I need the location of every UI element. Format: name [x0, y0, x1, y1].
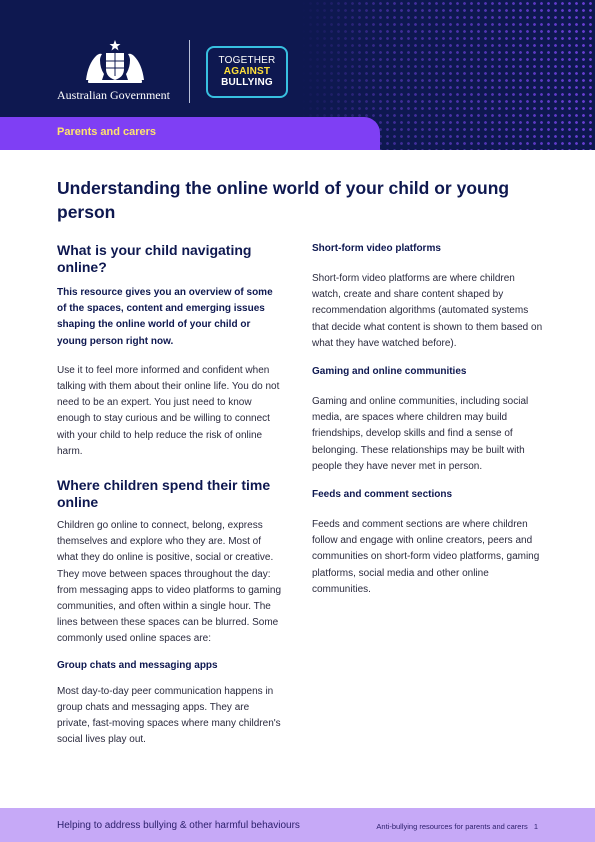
logo-divider — [189, 40, 190, 103]
left-column — [57, 242, 283, 748]
page-header — [0, 0, 595, 150]
logo-line-3: BULLYING — [221, 77, 273, 88]
logo-line-1: TOGETHER — [218, 55, 276, 66]
subheading-gaming: Gaming and online communities — [312, 366, 467, 378]
intro-lead-paragraph: This resource gives you an overview of some of the spaces, content and emerging issues shaping the online world of your child or young person right now. — [57, 287, 273, 347]
coat-of-arms-icon — [82, 40, 148, 84]
audience-banner — [0, 117, 380, 150]
subheading-feeds: Feeds and comment sections — [312, 489, 453, 501]
intro-body-paragraph: Use it to feel more informed and confident when talking with them about their online life. You do not need to be an expert. You just need to know enough to stay curious and be willing to connect with your child to help reduce the risk of online harm. — [57, 364, 280, 457]
gaming-paragraph: Gaming and online communities, including social media, are spaces where children may build friendships, develop skills and find a sense of belonging. These relationships may be built with people they have never met in person. — [312, 396, 529, 472]
section-heading-where-children: Where children spend their time online — [57, 477, 271, 511]
document-title: Understanding the online world of your child or young person — [57, 178, 510, 222]
footer-resource-title: Anti-bullying resources for parents and carers — [376, 822, 528, 831]
footer-tagline: Helping to address bullying & other harmful behaviours — [57, 820, 300, 831]
right-column — [312, 242, 544, 598]
page-footer — [0, 808, 595, 842]
page-number: 1 — [533, 822, 538, 831]
short-form-video-paragraph: Short-form video platforms are where children watch, create and share content shaped by recommendation algorithms (automated systems that decide what content is shown to them based on what they have watched before). — [312, 273, 543, 349]
government-name: Australian Government — [57, 88, 170, 102]
logo-line-2: AGAINST — [223, 66, 271, 77]
group-chats-paragraph: Most day-to-day peer communication happens in group chats and messaging apps. They are private, fast-moving spaces where many children's social lives play out. — [57, 685, 281, 746]
section-heading-navigating: What is your child navigating online? — [57, 242, 252, 275]
together-against-bullying-logo — [206, 46, 288, 98]
australian-government-logo — [57, 40, 175, 102]
where-children-paragraph: Children go online to connect, belong, express themselves and explore who they are. Most of what they do online is positive, social or creative. They move between spaces throughout the day: from messaging apps to video platforms to gaming communities, and often within a single hour. The lines between these spaces can be blurred. Some commonly used online spaces are: — [57, 520, 281, 645]
feeds-paragraph: Feeds and comment sections are where children follow and engage with online creators, peers and communities on short-form video platforms, gaming platforms, social media and other online communities. — [312, 519, 540, 595]
subheading-group-chats: Group chats and messaging apps — [57, 659, 218, 671]
audience-label: Parents and carers — [57, 126, 157, 138]
subheading-short-form-video: Short-form video platforms — [312, 243, 441, 254]
footer-right — [376, 822, 538, 831]
